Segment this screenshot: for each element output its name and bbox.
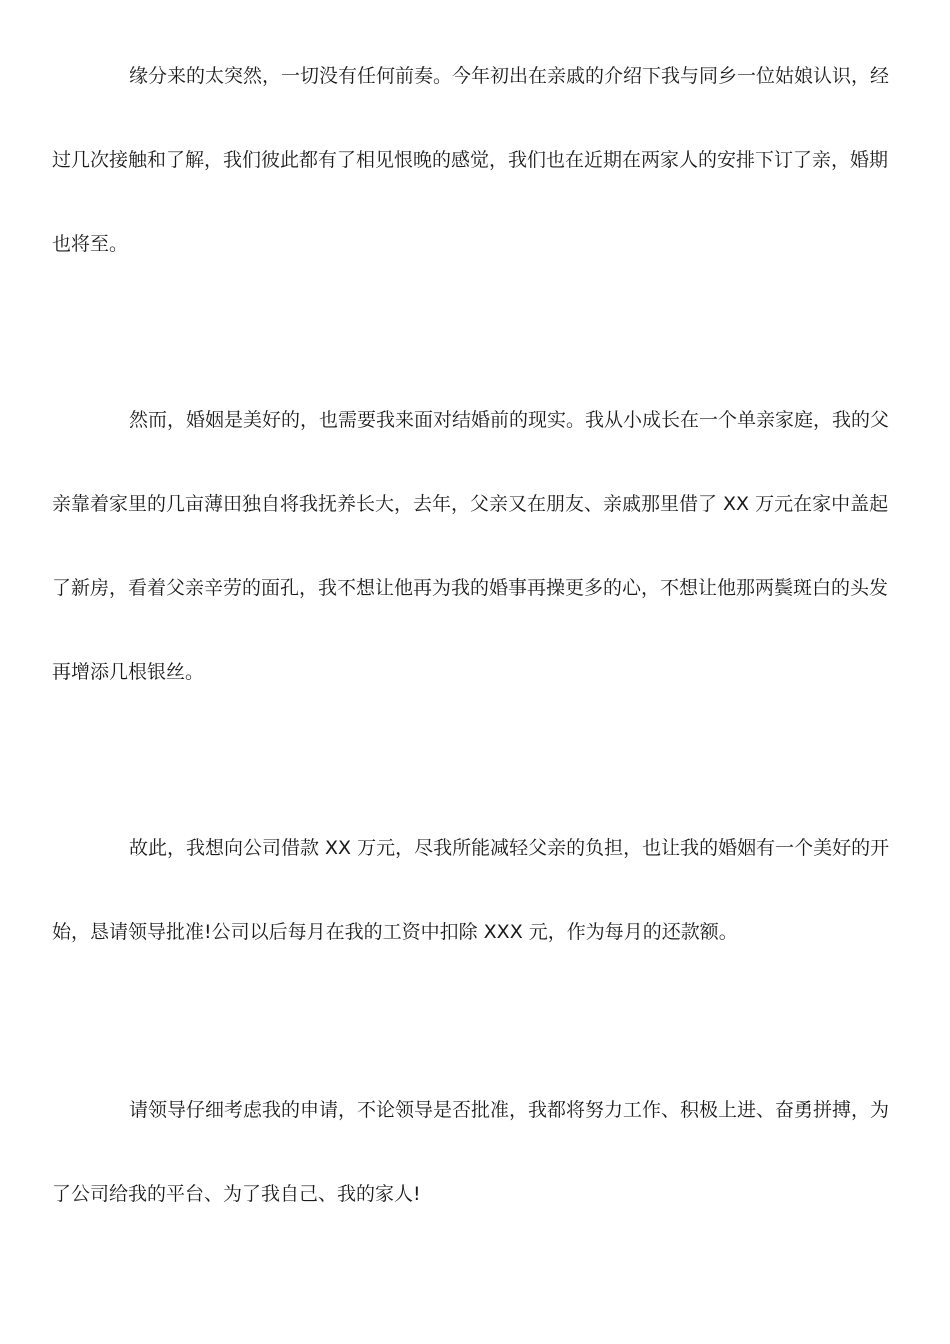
paragraph-line: 始，恳请领导批准!公司以后每月在我的工资中扣除 XXX 元，作为每月的还款额。 [52,921,738,943]
paragraph-line: 再增添几根银丝。 [52,661,205,683]
paragraph-line: 了公司给我的平台、为了我自己、我的家人! [52,1183,421,1205]
paragraph-1 [52,34,896,286]
paragraph-3 [52,806,896,974]
paragraph-line: 故此，我想向公司借款 XX 万元，尽我所能减轻父亲的负担，也让我的婚姻有一个美好的开 [129,837,890,859]
paragraph-line: 过几次接触和了解，我们彼此都有了相见恨晚的感觉，我们也在近期在两家人的安排下订了亲，婚期 [52,149,889,171]
paragraph-line: 缘分来的太突然，一切没有任何前奏。今年初出在亲戚的介绍下我与同乡一位姑娘认识，经 [129,65,890,87]
paragraph-line: 请领导仔细考虑我的申请，不论领导是否批准，我都将努力工作、积极上进、奋勇拼搏，为 [129,1099,890,1121]
paragraph-line: 也将至。 [52,233,129,255]
paragraph-4 [52,1068,896,1236]
paragraph-line: 了新房，看着父亲辛劳的面孔，我不想让他再为我的婚事再操更多的心，不想让他那两鬓斑白的头发 [52,577,889,599]
paragraph-line: 亲靠着家里的几亩薄田独自将我抚养长大，去年，父亲又在朋友、亲戚那里借了 XX 万元在家中盖起 [52,493,889,515]
paragraph-line: 然而，婚姻是美好的，也需要我来面对结婚前的现实。我从小成长在一个单亲家庭，我的父 [129,409,890,431]
paragraph-2 [52,378,896,714]
